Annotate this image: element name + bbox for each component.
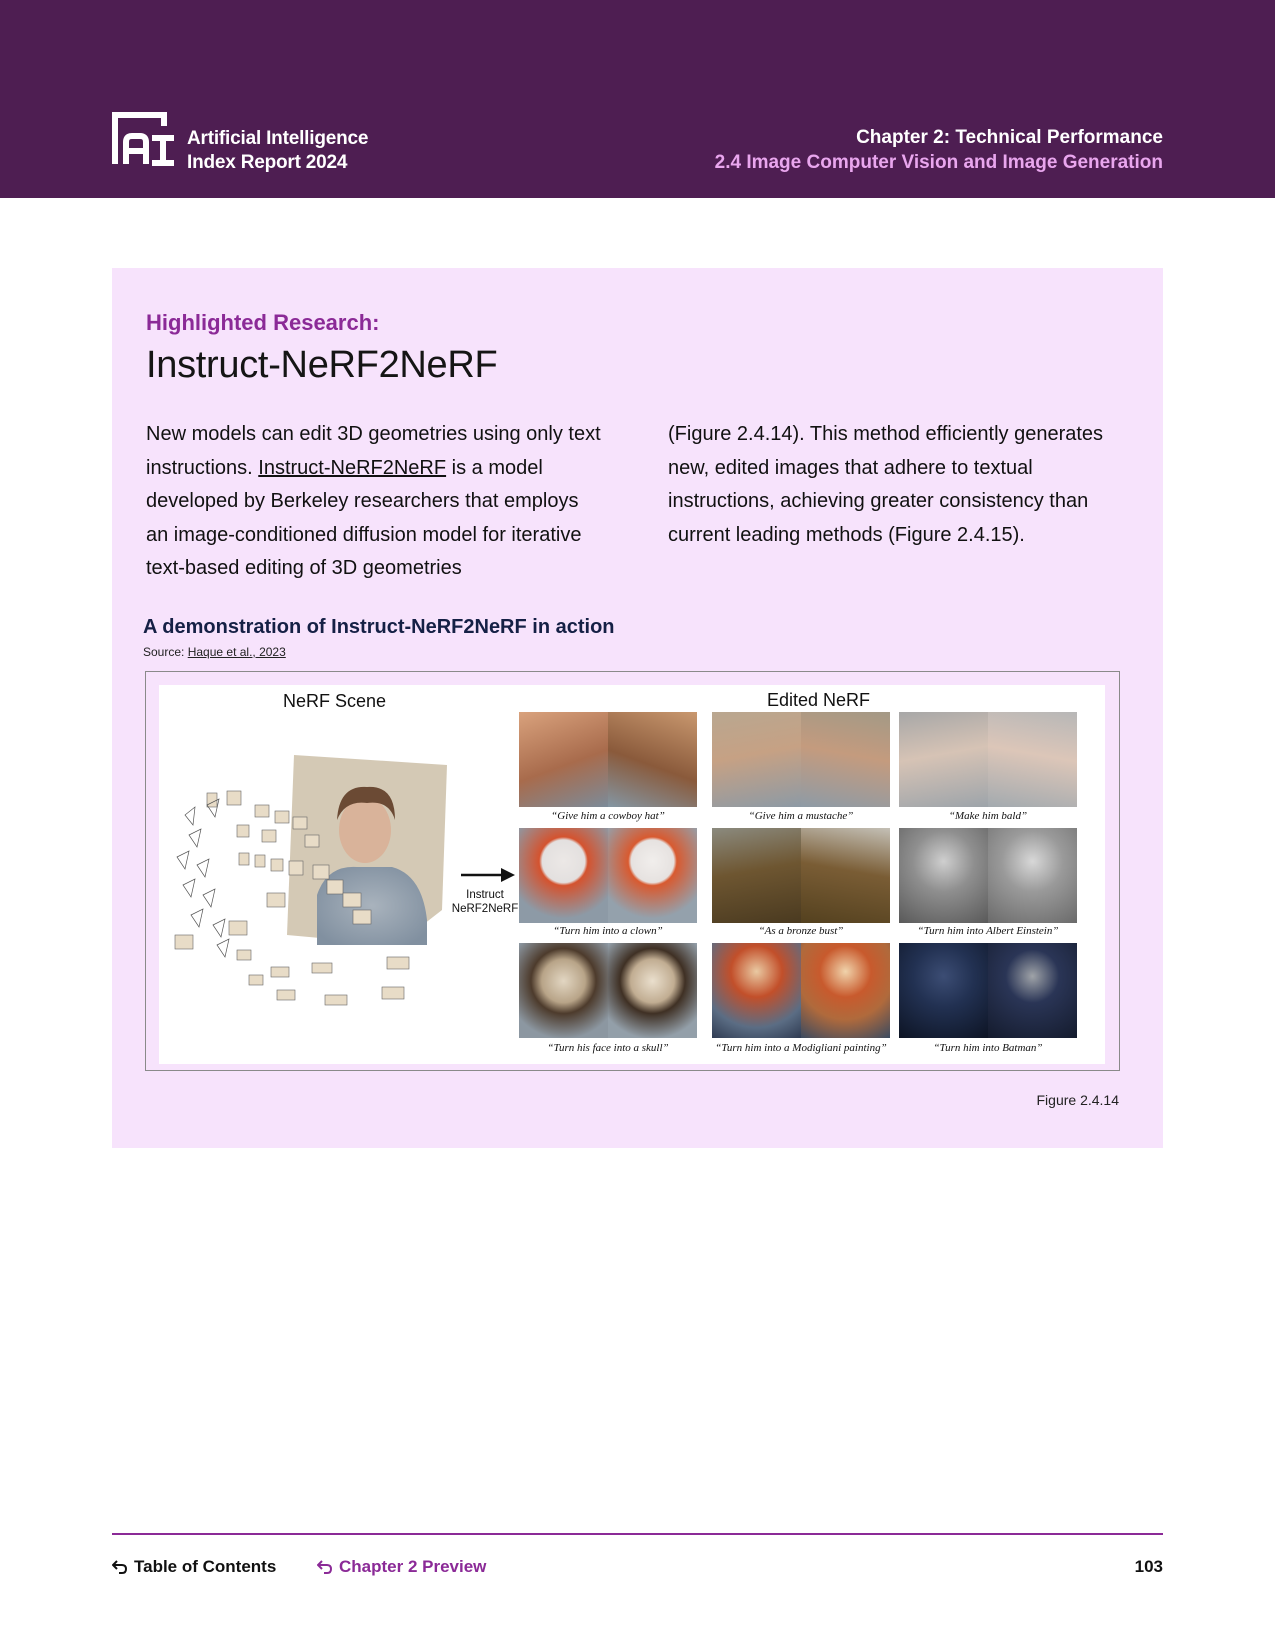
caption-bronze-bust: “As a bronze bust” bbox=[758, 925, 844, 937]
edit-tile-bald bbox=[899, 712, 1077, 807]
caption-mustache: “Give him a mustache” bbox=[748, 810, 854, 822]
caption-einstein: “Turn him into Albert Einstein” bbox=[917, 925, 1059, 937]
figure-number: Figure 2.4.14 bbox=[1036, 1092, 1119, 1108]
caption-skull: “Turn his face into a skull” bbox=[547, 1042, 669, 1054]
table-of-contents-link[interactable] bbox=[112, 1557, 276, 1577]
chapter-title: Chapter 2: Technical Performance bbox=[856, 127, 1163, 148]
report-title-line2: Index Report 2024 bbox=[187, 152, 348, 173]
return-arrow-icon bbox=[317, 1559, 333, 1575]
body-text-left bbox=[146, 418, 606, 586]
edit-tile-clown bbox=[519, 828, 697, 923]
section-title: 2.4 Image Computer Vision and Image Generation bbox=[714, 152, 1163, 173]
ai-index-logo bbox=[112, 112, 176, 168]
instruct-nerf2nerf-link[interactable]: Instruct-NeRF2NeRF bbox=[258, 456, 447, 479]
caption-modigliani: “Turn him into a Modigliani painting” bbox=[715, 1042, 887, 1054]
report-title bbox=[187, 127, 368, 175]
report-title-line1: Artificial Intelligence bbox=[187, 128, 369, 149]
footer-divider bbox=[112, 1533, 1163, 1535]
caption-cowboy-hat: “Give him a cowboy hat” bbox=[551, 810, 665, 822]
arrow-label bbox=[449, 888, 521, 916]
table-of-contents-label: Table of Contents bbox=[134, 1557, 277, 1576]
page-number: 103 bbox=[1134, 1557, 1163, 1576]
chapter-preview-link[interactable] bbox=[317, 1557, 486, 1577]
arrow-label-line2: NeRF2NeRF bbox=[451, 903, 519, 915]
caption-batman: “Turn him into Batman” bbox=[933, 1042, 1043, 1054]
highlight-label: Highlighted Research: bbox=[146, 310, 380, 335]
figure-title: A demonstration of Instruct-NeRF2NeRF in action bbox=[143, 616, 615, 638]
figure-frame bbox=[145, 671, 1120, 1071]
edit-tile-batman bbox=[899, 943, 1077, 1038]
body-text-left-part2: is a model developed by Berkeley researchers that employs an image-conditioned diffusion model for iterative text-based editing of 3D geometries bbox=[146, 456, 582, 579]
body-text-right: (Figure 2.4.14). This method efficiently generates new, edited images that adhere to textual instructions, achieving greater consistency than current leading methods (Figure 2.4.15). bbox=[668, 423, 1104, 546]
edit-tile-mustache bbox=[712, 712, 890, 807]
highlighted-research-box bbox=[112, 268, 1163, 1148]
edited-nerf-label: Edited NeRF bbox=[767, 690, 871, 710]
edit-tile-skull bbox=[519, 943, 697, 1038]
arrow-label-line1: Instruct bbox=[466, 889, 504, 901]
figure-source bbox=[143, 645, 286, 659]
figure-source-prefix: Source: bbox=[143, 645, 188, 659]
chapter-preview-label: Chapter 2 Preview bbox=[339, 1557, 487, 1576]
edit-tile-modigliani bbox=[712, 943, 890, 1038]
report-header bbox=[0, 0, 1275, 198]
body-text-left-part1: New models can edit 3D geometries using only text instructions. bbox=[146, 423, 601, 479]
return-arrow-icon bbox=[112, 1559, 128, 1575]
figure-image bbox=[159, 685, 1105, 1064]
edit-tile-cowboy-hat bbox=[519, 712, 697, 807]
edit-tile-einstein bbox=[899, 828, 1077, 923]
edit-tile-bronze-bust bbox=[712, 828, 890, 923]
caption-bald: “Make him bald” bbox=[948, 810, 1028, 822]
chapter-heading bbox=[715, 125, 1163, 175]
figure-source-link[interactable]: Haque et al., 2023 bbox=[187, 645, 286, 659]
caption-clown: “Turn him into a clown” bbox=[553, 925, 663, 937]
highlight-title: Instruct-NeRF2NeRF bbox=[146, 344, 498, 386]
nerf-scene-label: NeRF Scene bbox=[283, 691, 387, 711]
nerf-scene-illustration bbox=[167, 745, 452, 1015]
